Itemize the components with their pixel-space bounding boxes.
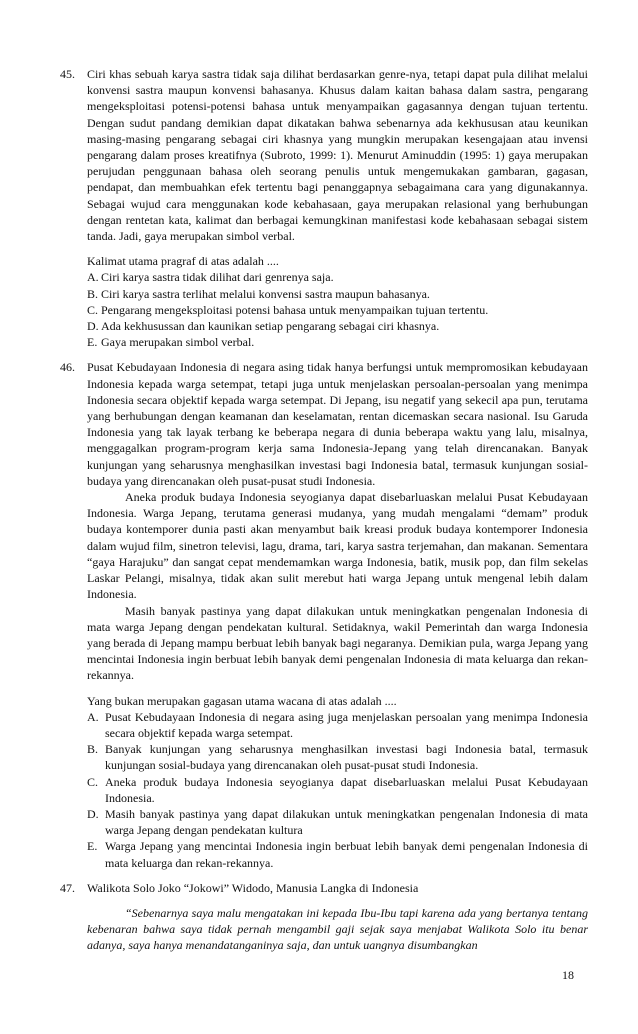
page-number: 18 (562, 968, 574, 982)
passage-paragraph: Pusat Kebudayaan Indonesia di negara asing tidak hanya berfungsi untuk mempromosikan kebudayaan Indonesia kepada warga setempat, tetapi juga untuk menjelaskan persoalan-persoalan yang menimpa Indonesia secara objektif kepada warga setempat. Di Jepang, isu negatif yang sekecil apa pun, terutama yang berhubungan dengan keamanan dan keselamatan, rentan dicemaskan secara nasional. Isu Garuda Indonesia yang tak layak terbang ke beberapa negara di dunia beberapa waktu yang lalu, misalnya, menggagalkan program-program kerja sama Indonesia-Jepang yang telah direncanakan. Banyak kunjungan yang seharusnya menghasilkan investasi bagi Indonesia batal, termasuk kunjungan sosial-budaya yang direncanakan oleh pusat-pusat studi Indonesia. (87, 360, 588, 488)
answer-options (87, 269, 588, 350)
question-number: 46. (60, 360, 75, 375)
question-45 (60, 66, 588, 350)
passage-paragraph: Masih banyak pastinya yang dapat dilakukan untuk meningkatkan pengenalan Indonesia di mata warga Jepang dengan pendekatan kultural. Setidaknya, wakil Pemerintah dan warga Indonesia yang berada di Jepang mampu berbuat lebih banyak bagi negaranya. Demikian pula, warga Jepang yang mencintai Indonesia ingin berbuat lebih banyak demi pengenalan Indonesia di mata keluarga dan rekan-rekannya. (87, 603, 588, 683)
answer-option-b: B. Banyak kunjungan yang seharusnya menghasilkan investasi bagi Indonesia batal, termasuk kunjungan sosial-budaya yang direncanakan oleh pusat-pusat studi Indonesia. (87, 742, 588, 773)
answer-option-c: C. Pengarang mengeksploitasi potensi bahasa untuk menyampaikan tujuan tertentu. (87, 302, 489, 317)
answer-option-d: D. Masih banyak pastinya yang dapat dilakukan untuk meningkatkan pengenalan Indonesia di mata warga Jepang dengan pendekatan kultura (87, 806, 588, 838)
answer-option-b: B. Ciri karya sastra terlihat melalui konvensi sastra maupun bahasanya. (87, 286, 430, 301)
answer-option-c: C. Aneka produk budaya Indonesia seyogianya dapat disebarluaskan melalui Pusat Kebudayaan Indonesia. (87, 774, 588, 805)
answer-option-a: A. Ciri karya sastra tidak dilihat dari genrenya saja. (87, 270, 334, 285)
passage-paragraph: Aneka produk budaya Indonesia seyogianya dapat disebarluaskan melalui Pusat Kebudayaan Indonesia. Warga Jepang, terutama generasi mudanya, yang mudah mengalami “demam” produk budaya kontemporer dunia pasti akan menyambut baik kreasi produk budaya kontemporer Indonesia dalam wujud film, sinetron televisi, lagu, drama, tari, karya sastra terjemahan, dan makanan. Sementara “gaya Harajuku” dan sangat cepat mendemamkan warga Indonesia, batik, musik pop, dan film sekelas Laskar Pelangi, misalnya, tidak akan sulit merebut hati warga Jepang untuk mengenal lebih dalam Indonesia. (87, 490, 588, 602)
answer-option-a: A. Pusat Kebudayaan Indonesia di negara asing juga menjelaskan persoalan yang menimpa Indonesia secara objektif kepada warga setempat. (87, 709, 588, 740)
answer-option-e: E. Gaya merupakan simbol verbal. (87, 335, 255, 350)
passage-paragraph: Ciri khas sebuah karya sastra tidak saja dilihat berdasarkan genre-nya, tetapi dapat pula dilihat melalui konvensi sastra maupun konvensi bahasanya. Khusus dalam kaitan bahasa dalam sastra, pengarang mengeksploitasi potensi-potensi bahasa untuk menyampaikan gagasannya dengan tujuan tertentu. Dengan sudut pandang demikian dapat dikatakan bahwa sebenarnya ada kekhususan atau keunikan masing-masing pengarang sebagai ciri khasnya yang mungkin merupakan kesengajaan atau invensi pengarang dalam proses kreatifnya (Subroto, 1999: 1). Menurut Aminuddin (1995: 1) gaya merupakan perujudan penggunaan bahasa oleh seorang penulis untuk mengemukakan gambaran, gagasan, pendapat, dan membuahkan efek tertentu bagi penanggapnya sebagaimana cara yang digunakannya. Sebagai wujud cara menggunakan kode kebahasaan, gaya merupakan relasional yang berhubungan dengan rentetan kata, kalimat dan berbagai kemungkinan manifestasi kode kebahasaan sebagai sistem tanda. Jadi, gaya merupakan simbol verbal. (87, 67, 588, 244)
question-47 (60, 880, 588, 954)
passage-title: Walikota Solo Joko “Jokowi” Widodo, Manusia Langka di Indonesia (87, 880, 419, 895)
question-46 (60, 359, 588, 870)
question-number: 45. (60, 67, 75, 81)
question-number: 47. (60, 880, 75, 895)
question-prompt: Kalimat utama pragraf di atas adalah .... (87, 254, 279, 269)
question-prompt: Yang bukan merupakan gagasan utama wacana di atas adalah .... (87, 693, 397, 708)
answer-option-e: E. Warga Jepang yang mencintai Indonesia ingin berbuat lebih banyak demi pengenalan Indonesia di mata keluarga dan rekan-rekannya. (87, 839, 588, 870)
quote-paragraph: “Sebenarnya saya malu mengatakan ini kepada Ibu-Ibu tapi karena ada yang bertanya tentang kebenaran bahwa saya tidak pernah mengambil gaji sejak saya menjabat Walikota Solo itu benar adanya, saya hanya menandatanganinya saja, dan untuk uangnya disumbangkan (87, 905, 588, 953)
page-content (60, 66, 588, 954)
answer-option-d: D. Ada kekhusussan dan kaunikan setiap pengarang sebagai ciri khasnya. (87, 319, 440, 334)
answer-options (87, 709, 588, 871)
